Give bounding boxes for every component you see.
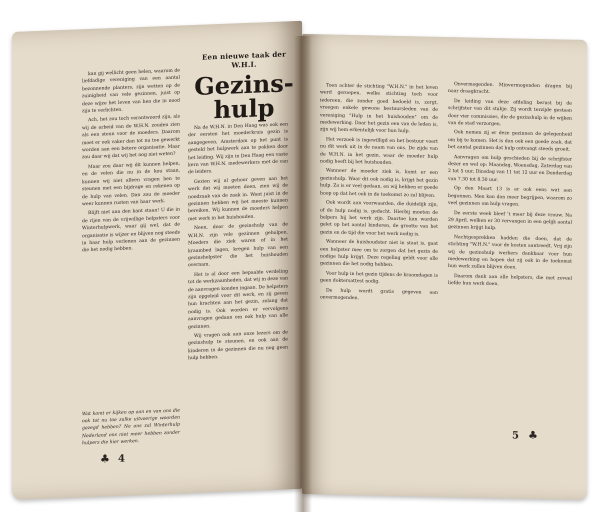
paragraph: De eerste week bleef 't maar bij deze vrouw. Na 29 April, welken er 30 vervangen in een gelijk aantal gezinnen krijgt hulp. xyxy=(448,210,572,232)
paragraph: Daarom dank aan alle helpsters, die met zoveel liefde hun werk doen. xyxy=(448,273,572,288)
paragraph: Het verzoek is ingewilligd en het bestuur voert nu dit werk uit in de naam van ons. De zijde van de W.H.N. in het gezin, waar de moeder hulp nodig heeft bij het huishouden. xyxy=(320,137,438,166)
clover-icon: ♣ xyxy=(528,428,538,442)
left-page xyxy=(12,21,302,500)
paragraph: Na de W.H.N. in Den Haag was ook een der eersten het moederkruis gezin is aangegeven, Amsterdam op het punt is gesteld het hulpwerk aan te pakken door het leiding. Wij zijn in Den Haag een vaste kern van W.H.N. medewerkers met de van de leiders. xyxy=(188,122,288,176)
headline-line-1: Gezins- xyxy=(194,68,294,101)
paragraph: De hulp wordt gratis gegeven aan onvermogenden. xyxy=(320,288,438,302)
paragraph: Wanneer de huishoudster niet in staat is, gaat een helpster mee om te zorgen dat het gezin de nodige hulp krijgt. Deze regeling geldt voor alle gezinnen die het nodig hebben. xyxy=(320,239,438,269)
left-column-2 xyxy=(188,121,288,469)
paragraph: Voor hulp in het gezin tijdens de kraamdagen is geen doktersattest nodig. xyxy=(320,271,438,285)
page-number-left: 4 xyxy=(118,453,125,465)
paragraph: Nachtgesprekken hadden die doen, dat de stichting "W.H.N." voor de kosten aantreedt. Vrij zijn wij de gezinshulp werkers dankbaar voor hun medewerking en hopen dat zij ook in de toekomst hun werk zullen blijven doen. xyxy=(448,234,572,271)
article-headline xyxy=(190,68,298,125)
paragraph: Ook wordt aan voorwaarden, die duidelijk zijn, of de hulp nodig is, gedacht. Hierbij moeten de helpers bij het werk zijn. Daartoe kan worden gelet op het aantal kinderen, de grootte van het gezin en de tijd die voor het werk nodig is. xyxy=(320,200,438,238)
italic-note: Wat komt er kijken op aan en van ons die ook tot nu toe zulke uitvoerige woorden gezegd hebben? Na ons zal Winterhulp Nederland ons niet meer hebben zonder hulpers die hier werken. xyxy=(82,408,180,447)
headline-line-2: hulp xyxy=(213,92,275,125)
paragraph: Ach, het zou toch verantwoord zijn, als wij de arbeid van de W.H.N. zouden zien als een steun voor de moeders. Daarom moet er ook vaker dan tot nu toe gewerkt worden aan een betere organisatie. Maar zou daar wij dat wij het nog niet weten? xyxy=(82,114,180,161)
paragraph: Gezien wij al gehoor geven aan het werk dat wij moeten doen, zien wij de noodzaak van de zaak in. Want juist in de gezinnen hebben wij het meeste kunnen bereiken. Wij kunnen de moeders helpen met werk in het huishouden. xyxy=(188,176,288,223)
paragraph: Het is al door een bepaalde verdeling tot de werkzaamheden, dat wij in deze van de aanvragen konden ingaan. De helpsters zijn opgeleid voor dit werk, en zij geven hun krachten aan het gezin, zolang dat nodig is. Ook worden er vervolgens aanvragen gedaan om ook hulp van alle gezinnen. xyxy=(188,269,288,330)
paragraph: Aanvragen om hulp geschieden bij de schrijfster dezer en wel op: Maandag, Woensdag, Zaterdag van 2 tot 5 uur, Dinsdag van 11 tot 12 uur en Donderdag van 7.30 tot 8.30 uur. xyxy=(448,154,572,183)
article-kicker: Een nieuwe taak der W.H.I. xyxy=(202,49,286,70)
paragraph: kan gij wellicht geen helen, waarom de liefdadige vereniging van een aantal bezonnende planters, zijn wetten op de zuinigheid van vele gezinnen, juist op deze wijze het leven van hen die in nood zijn te verlichten. xyxy=(82,68,180,115)
article-header xyxy=(190,49,298,123)
magazine-spread xyxy=(12,14,590,508)
paragraph: Wanneer de moeder ziek is, komt er een gezinshulp. Waar dit ook nodig is, krijgt het gezin hulp. Zo is er veel gedaan, en wij hebben er goede hoop op dat het ook in de toekomst zo zal blijven. xyxy=(320,168,438,199)
clover-icon: ♣ xyxy=(100,452,110,466)
paragraph: Neen, door de gezinshulp van de W.H.N. zijn vele gezinnen geholpen. Moeders die ziek waren of in het kraambed lagen, kregen hulp van een gezinshelpster die het huishouden overnam. xyxy=(188,222,288,269)
right-column-2 xyxy=(448,81,572,424)
paragraph: Toen achter de stichting "W.H.N." in het leven werd geroepen, welke stichting toch voor iedereen, die zonder goed bedoeld is, zorgt, vroegen enkele gewone bestuursleden van de vereniging "Hulp in het huishouden" om de medewerking. Daar het gezin een van de leden is, zijn wij hem erkentelijk voor hun hulp. xyxy=(320,83,438,135)
paragraph: Ook nemen zij er deze gezinnen de gelegenheid om bij te komen. Het is dan ook een goede zaak, dat het aantal gezinnen dat hulp ontvangt steeds groeit. xyxy=(448,130,572,153)
right-column-1 xyxy=(320,82,438,444)
paragraph: Maar zou daar wij dit kunnen helpen, en de velen die nu in de kou staan, kunnen wij niet alleen vragen hen te steunen met een bijdrage en rekenen op de hulp van velen. Dan zou de moeder weer kunnen rusten van haar werk. xyxy=(82,161,180,208)
paragraph: Wij vragen ook aan onze lezers om de gezinshulp te steunen, en ook aan de kinderen in de gezinnen die nu nog geen hulp hebben. xyxy=(188,330,288,362)
paragraph: Onvermogenden. Minvermogenden dragen bij naar draagkracht. xyxy=(448,82,572,96)
page-number-right: 5 xyxy=(512,430,519,442)
paragraph: Op den Maart 13 is er ook eens wat aan begonnen. Men kan dan meer begrijpen, waarom zo veel gezinnen om hulp vragen. xyxy=(448,186,572,208)
paragraph: Blijft niet aan den kant staan! U die in de rijen van de vrijwillige helpsters voor Winterhulpwerk, waar gij wel, dat de organisatie is wijzer en blijven nog steeds in haar hulp verlenen aan de gezinnen die het nodig hebben. xyxy=(82,207,180,254)
left-column-1 xyxy=(82,68,180,402)
right-page xyxy=(302,34,587,500)
paragraph: De leiding van deze afdeling berust bij de schrijfster van dit stukje. Zij wordt terzijde gestaan door vier commissies, die de gezinshulp in de wijken van de stad verzorgen. xyxy=(448,98,572,128)
